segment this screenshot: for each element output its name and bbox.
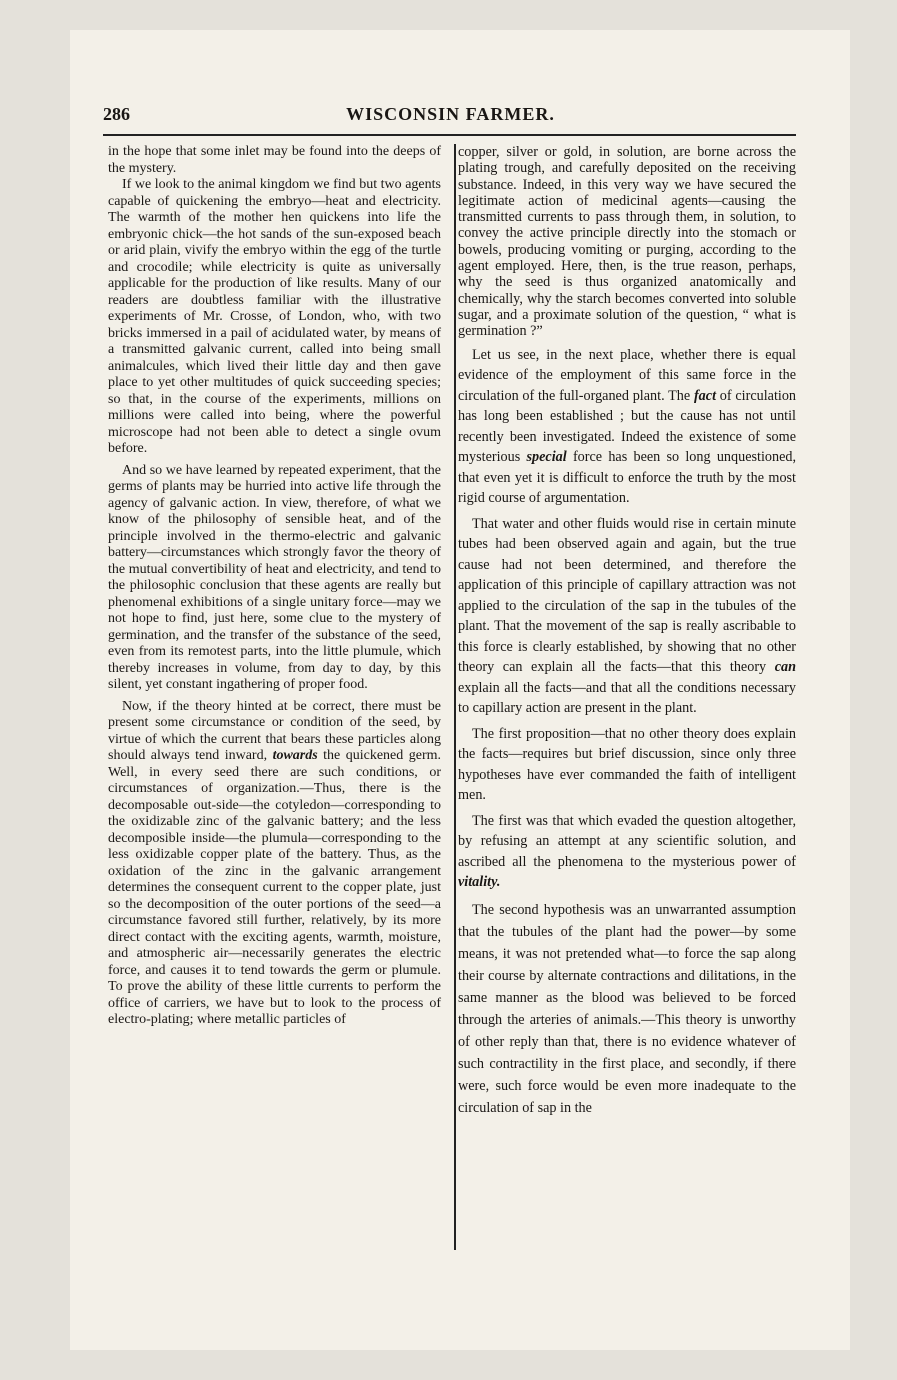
paragraph xyxy=(458,345,796,509)
emphasis: towards xyxy=(272,748,318,763)
paragraph: And so we have learned by repeated experiment, that the germs of plants may be hurried into active life through the agency of galvanic action. In view, therefore, of what we know of the philosophy of sensible heat, and of the principle involved in the thermo-electric and galvanic battery—circumstances which strongly favor the theory of the mutual convertibility of heat and electricity, and tend to the philosophic conclusion that these agents are really but phenomenal exhibitions of a single unitary force—may we not hope to find, just here, some clue to the mystery of germination, and the transfer of the substance of the seed, even from its remotest parts, into the little plumule, which thereby increases in volume, from day to day, by this silent, yet constant ingathering of proper food. xyxy=(108,462,441,692)
paragraph: The first proposition—that no other theory does explain the facts—requires but brief discussion, since only three hypotheses have ever commanded the faith of intelligent men. xyxy=(458,725,796,804)
text-run: of circulation has long been established ; but the cause has not until recently been investigated. Indeed the existence of some mysterious xyxy=(458,387,797,466)
paragraph xyxy=(458,514,796,719)
text-run: Now, if the theory hinted at be correct, there must be present some circumstance or condition of the seed, by virtue of which the current that bears these particles along should always tend inward, xyxy=(108,698,441,763)
text-run: Let us see, in the next place, whether there is equal evidence of the employment of this same force in the circulation of the full-organed plant. The xyxy=(458,346,796,404)
paragraph xyxy=(108,699,441,1029)
right-column xyxy=(458,144,796,1120)
page-number: 286 xyxy=(103,104,130,124)
text-run: That water and other fluids would rise in certain minute tubes had been observed again and again, but the true cause had not been determined, and therefore the application of this principle of capillary attraction was not applied to the circulation of the sap in the tubules of the plant. That the movement of the sap is really ascribable to this force is clearly established, by showing that no other theory can explain all the facts—that this theory xyxy=(458,515,796,676)
left-column xyxy=(108,144,441,1029)
paragraph: in the hope that some inlet may be found into the deeps of the mystery. xyxy=(108,144,441,176)
text-run: explain all the facts—and that all the conditions necessary to capillary action are present in the plant. xyxy=(458,679,796,717)
paragraph: copper, silver or gold, in solution, are borne across the plating trough, and carefully deposited on the receiving substance. Indeed, in this very way we have secured the legitimate action of medicinal agents—causing the transmitted currents to pass through them, in solution, to convey the active principle directly into the stomach or bowels, producing vomiting or purging, according to the agent employed. Here, then, is the true reason, perhaps, why the seed is thus organized anatomically and chemically, why the starch becomes converted into soluble sugar, and a proximate solution of the question, “ what is germination ?” xyxy=(458,144,796,340)
emphasis: can xyxy=(774,659,797,676)
column-divider xyxy=(454,144,456,1250)
paragraph: The second hypothesis was an unwarranted assumption that the tubules of the plant had the power—by some means, it was not pretended what—to force the sap along their course by alternate contractions and dilitations, in the same manner as the blood was believed to be forced through the arteries of animals.—This theory is unworthy of other reply than that, there is no evidence whatever of such contractility in the first place, and secondly, if there were, such force would be even more inadequate to the circulation of sap in the xyxy=(458,901,796,1117)
text-run: the quickened germ. Well, in every seed there are such conditions, or circumstances of organization.—Thus, there is the decomposable out-side—the cotyledon—corresponding to the oxidizable zinc of the galvanic battery; and the less decomposible inside—the plumula—corresponding to the less oxidizable copper plate of the battery. Thus, as the oxidation of the zinc in the galvanic arrangement determines the consequent current to the copper plate, just so the decomposition of the outer portions of the seed—a circumstance favored still further, relatively, by its more direct contact with the exciting agents, warmth, moisture, and atmospheric air—necessarily generates the electric force, and causes it to tend towards the germ or plumule. To prove the ability of these little currents to perform the office of carriers, we have but to look to the process of electro-plating; where metallic particles of xyxy=(108,748,441,1027)
header-rule xyxy=(103,134,796,136)
text-run: The first was that which evaded the question altogether, by refusing an attempt at any scientific solution, and ascribed all the phenomena to the mysterious power of xyxy=(458,812,796,870)
page-header xyxy=(103,104,798,130)
text-run: force has been so long unquestioned, that even yet it is difficult to enforce the truth by the most rigid course of argumentation. xyxy=(458,449,797,507)
emphasis: vitality. xyxy=(458,874,501,891)
running-head: WISCONSIN FARMER. xyxy=(346,104,555,124)
emphasis: special xyxy=(526,449,567,466)
paragraph: If we look to the animal kingdom we find but two agents capable of quickening the embryo—heat and electricity. The warmth of the mother hen quickens into life the embryonic chick—the hot sands of the sun-exposed beach or arid plain, vivify the embryo within the egg of the turtle and crocodile; while electricity is quite as universally applicable for the production of like results. Many of our readers are doubtless familiar with the illustrative experiments of Mr. Crosse, of London, who, with two bricks immersed in a pail of acidulated water, by means of a transmitted galvanic current, called into being small animalcules, which lived their little day and then gave place to yet other multitudes of quick succeeding species; so that, in the course of the experiments, millions on millions were called into being, where the powerful microscope had not been able to detect a single ovum before. xyxy=(108,177,441,456)
emphasis: fact xyxy=(693,387,717,404)
paragraph xyxy=(458,811,796,893)
